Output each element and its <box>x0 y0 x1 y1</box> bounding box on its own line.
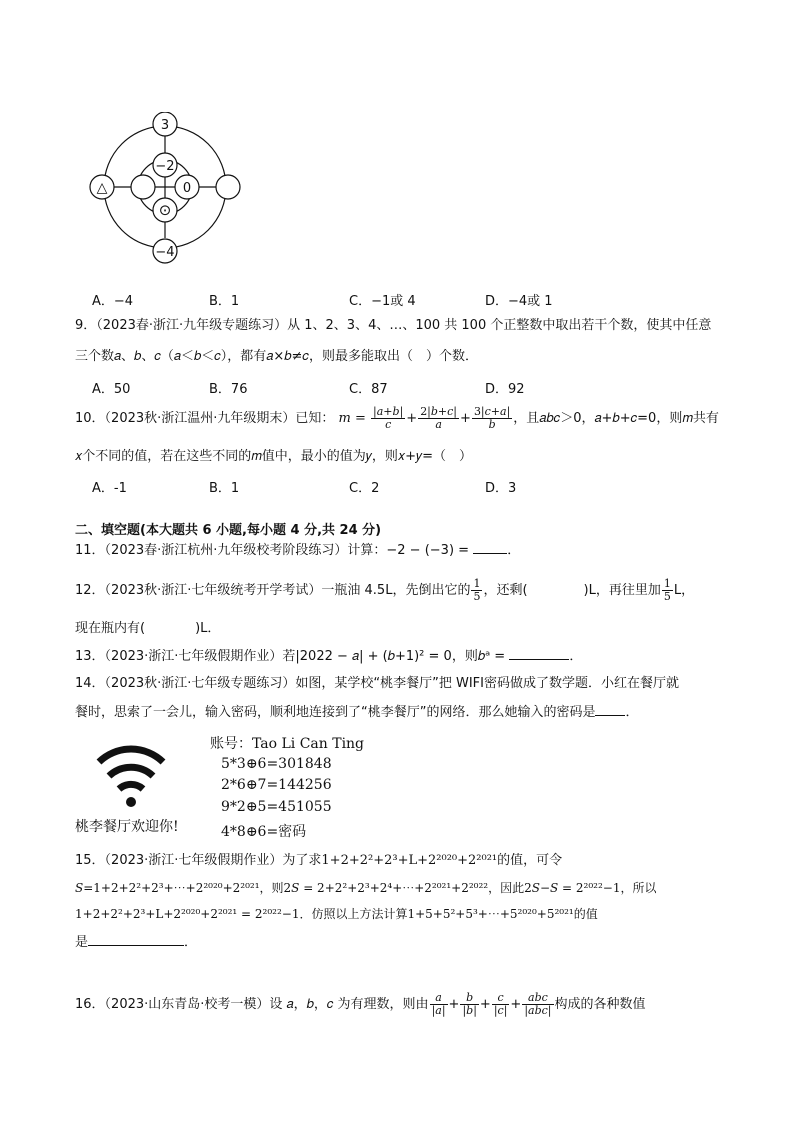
circle-figure <box>86 112 246 268</box>
wifi-eq2: 2*6⊕7=144256 <box>221 777 332 793</box>
node-inner-top-label: −2 <box>155 159 175 174</box>
q10-frac3 <box>472 406 512 431</box>
q10-frac1-num: |𝑎+𝑏| <box>373 405 404 418</box>
q16-frac1-den: |𝑎| <box>431 1004 446 1017</box>
wifi-icon <box>95 738 167 810</box>
q14-line1: 14．（2023秋·浙江·七年级专题练习）如图，某学校“桃李餐厅”把 WIFI密码做成了数学题．小红在餐厅就 <box>75 676 679 691</box>
q13-end: ． <box>569 649 583 664</box>
node-top-label: 3 <box>160 118 170 133</box>
q9-option-d[interactable]: D．92 <box>485 382 525 397</box>
q12-frac-num: 1 <box>473 577 481 590</box>
q10-option-a[interactable]: A．-1 <box>92 481 127 496</box>
q14-line2-text: 餐时，思索了一会儿，输入密码，顺利地连接到了“桃李餐厅”的网络．那么她输入的密码是 <box>75 705 596 720</box>
q13-answer-blank[interactable] <box>509 647 569 660</box>
q8-option-d[interactable]: D．−4或 1 <box>485 294 553 309</box>
q15-line4b: ． <box>184 935 198 950</box>
q15-line4a: 是 <box>75 935 89 950</box>
section-title-fill-in: 二、填空题(本大题共 6 小题,每小题 4 分,共 24 分) <box>75 523 382 538</box>
q16-frac1-num: 𝑎 <box>430 992 448 1005</box>
q14-answer-blank[interactable] <box>595 703 625 716</box>
q8-option-a[interactable]: A．−4 <box>92 294 134 309</box>
q10-frac3-num: 3|𝑐+𝑎| <box>473 405 511 418</box>
q15-line1b: 1+2+2²+2³+L+2²⁰²⁰+2²⁰²¹ <box>321 853 498 868</box>
q12-frac2-num: 1 <box>663 577 671 590</box>
q10-prefix: 10．（2023秋·浙江温州·九年级期末）已知： <box>75 411 335 426</box>
q10-option-d[interactable]: D．3 <box>485 481 517 496</box>
triangle-icon: △ <box>96 180 108 196</box>
q10-frac2 <box>418 406 459 431</box>
node-left-inner <box>131 175 155 199</box>
q9-option-b[interactable]: B．76 <box>209 382 248 397</box>
q13-text: 13．（2023·浙江·七年级假期作业）若|2022 − 𝑎| + (𝑏+1)² = 0，则𝑏ᵃ = <box>75 649 506 664</box>
q16-prefix: 16．（2023·山东青岛·校考一模）设 𝑎，𝑏，𝑐 为有理数，则由 <box>75 997 429 1012</box>
wifi-password-figure <box>75 736 405 846</box>
q9-options <box>92 378 612 396</box>
q16-frac2-den: |𝑏| <box>462 1004 477 1017</box>
q10-line1: 10．（2023秋·浙江温州·九年级期末）已知： 𝑚 = $\frac{\text{|𝑎+𝑏|}}{\text{𝑐}}$ + $\frac{\text{2|𝑏+𝑐|}}{\text{𝑎}}$ + $\frac{\text{3|𝑐+𝑎|}}{\text{𝑏}}$ ，且𝑎𝑏𝑐＞0，𝑎+𝑏+𝑐=0，则𝑚共有 <box>75 405 719 431</box>
node-bottom-label: −4 <box>155 245 175 260</box>
q10-m-eq: 𝑚 = <box>338 411 366 426</box>
wifi-account: 账号：Tao Li Can Ting <box>210 736 365 752</box>
q15-line1c: 的值，可令 <box>497 853 563 868</box>
q12-line2b: )L． <box>195 621 221 636</box>
q15-line3: 1+2+2²+2³+L+2²⁰²⁰+2²⁰²¹ = 2²⁰²²−1．仿照以上方法计算1+5+5²+5³+⋯+5²⁰²⁰+5²⁰²¹的值 <box>75 907 598 921</box>
q12-line2a: 现在瓶内有( <box>75 621 146 636</box>
wifi-eq1: 5*3⊕6=301848 <box>221 756 332 772</box>
q9-option-a[interactable]: A．50 <box>92 382 131 397</box>
q14-end: ． <box>625 705 639 720</box>
q16-frac4-num: 𝑎𝑏𝑐 <box>522 992 553 1005</box>
q8-option-b[interactable]: B．1 <box>209 294 240 309</box>
q16-suffix: 构成的各种数值 <box>554 997 646 1012</box>
q16-line: 16．（2023·山东青岛·校考一模）设 𝑎，𝑏，𝑐 为有理数，则由 $\frac{\text{𝑎}}{\text{|𝑎|}}$ + $\frac{\text{𝑏}}{\text{|𝑏|}}$ + $\frac{\text{𝑐}}{\text{|𝑐|}}$ + $\frac{\text{𝑎𝑏𝑐}}{\text{|𝑎𝑏𝑐|}}$ 构成的各种数值 <box>75 991 646 1017</box>
q8-options <box>92 290 612 308</box>
q15-answer-blank[interactable] <box>88 933 184 946</box>
q12-line2 <box>75 620 220 638</box>
q11-text: 11．（2023春·浙江杭州·九年级校考阶段练习）计算：−2 − (−3) = <box>75 543 470 558</box>
q10-option-b[interactable]: B．1 <box>209 481 240 496</box>
q12-frac-den: 5 <box>473 590 481 603</box>
q16-frac1 <box>430 992 448 1017</box>
q12-line1 <box>75 576 694 606</box>
target-icon: ⊙ <box>158 201 172 219</box>
q16-frac3-num: 𝑐 <box>492 992 510 1005</box>
q10-options <box>92 477 612 495</box>
q12-part-a: 12．（2023秋·浙江·七年级统考开学考试）一瓶油 4.5L，先倒出它的 <box>75 583 471 598</box>
q10-line2: 𝑥个不同的值，若在这些不同的𝑚值中，最小的值为𝑦，则𝑥+𝑦=（ ） <box>75 449 472 464</box>
q9-line1: 9．（2023春·浙江·九年级专题练习）从 1、2、3、4、…、100 共 100 个正整数中取出若干个数，使其中任意 <box>75 318 712 333</box>
q12-frac-2 <box>662 578 673 603</box>
q10-frac2-den: 𝑎 <box>435 418 442 431</box>
q16-frac3 <box>492 992 510 1017</box>
q8-option-c[interactable]: C．−1或 4 <box>349 294 416 309</box>
q11-answer-blank[interactable] <box>473 541 507 554</box>
q15-line2: 𝑆=1+2+2²+2³+⋯+2²⁰²⁰+2²⁰²¹，则2𝑆 = 2+2²+2³+2⁴+⋯+2²⁰²¹+2²⁰²²，因此2𝑆−𝑆 = 2²⁰²²−1，所以 <box>75 881 657 895</box>
wifi-eq4: 4*8⊕6=密码 <box>221 824 307 840</box>
q14-line2 <box>75 703 639 722</box>
q10-frac3-den: 𝑏 <box>488 418 496 431</box>
wifi-eq3: 9*2⊕5=451055 <box>221 799 332 815</box>
q16-frac3-den: |𝑐| <box>493 1004 508 1017</box>
q11-line <box>75 541 520 560</box>
q10-suffix: ，且𝑎𝑏𝑐＞0，𝑎+𝑏+𝑐=0，则𝑚共有 <box>513 411 719 426</box>
q16-frac2-num: 𝑏 <box>460 992 478 1005</box>
q10-frac1-den: 𝑐 <box>385 418 392 431</box>
q13-line <box>75 647 582 666</box>
q12-frac <box>471 578 482 603</box>
wifi-caption: 桃李餐厅欢迎你! <box>75 819 179 835</box>
node-right-outer <box>216 175 240 199</box>
q12-part-b: ，还剩( <box>483 583 528 598</box>
q16-frac4 <box>522 992 553 1017</box>
q11-end: ． <box>507 543 521 558</box>
q10-frac1 <box>371 406 405 431</box>
node-right-inner-label: 0 <box>182 181 192 196</box>
q16-frac2 <box>460 992 478 1017</box>
q15-line1a: 15．（2023·浙江·七年级假期作业）为了求 <box>75 853 322 868</box>
q12-part-d: L， <box>673 583 695 598</box>
q12-part-c: )L，再往里加 <box>583 583 661 598</box>
q9-option-c[interactable]: C．87 <box>349 382 388 397</box>
q9-line2: 三个数𝑎、𝑏、𝑐（𝑎＜𝑏＜𝑐），都有𝑎×𝑏≠𝑐，则最多能取出（ ）个数． <box>75 349 478 364</box>
q12-frac2-den: 5 <box>663 590 671 603</box>
q15-line4 <box>75 933 197 952</box>
q10-frac2-num: 2|𝑏+𝑐| <box>420 405 458 418</box>
q10-option-c[interactable]: C．2 <box>349 481 380 496</box>
q15-line1 <box>75 852 562 870</box>
q16-frac4-den: |𝑎𝑏𝑐| <box>524 1004 552 1017</box>
